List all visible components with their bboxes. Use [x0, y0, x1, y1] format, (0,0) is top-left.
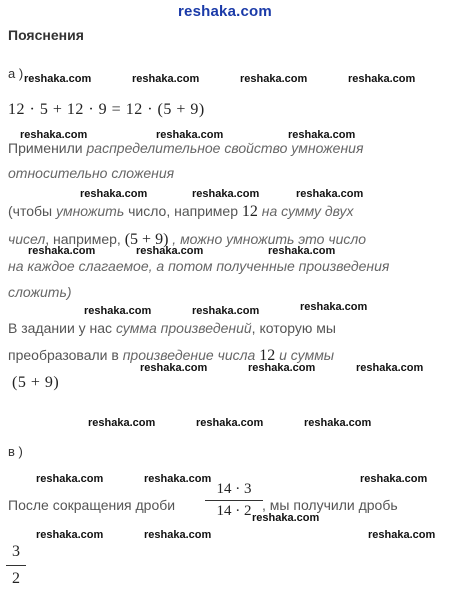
watermark: reshaka.com	[252, 512, 320, 524]
watermark: reshaka.com	[356, 362, 424, 374]
explanation-line-7	[8, 320, 336, 336]
text-segment-italic: чисел	[8, 231, 46, 247]
explanation-line-5: на каждое слагаемое, а потом полученные произведения	[8, 258, 390, 274]
explanation-line-3	[8, 203, 354, 221]
text-segment-italic: и суммы	[275, 347, 335, 363]
watermark: reshaka.com	[136, 245, 204, 257]
watermark: reshaka.com	[196, 417, 264, 429]
sum-expression: (5 + 9)	[12, 374, 60, 391]
part-a-label: а )	[8, 66, 24, 81]
watermark: reshaka.com	[240, 73, 308, 85]
part-b-label: в )	[8, 444, 23, 459]
watermark: reshaka.com	[36, 473, 104, 485]
fraction-bar	[6, 565, 26, 566]
fraction-denominator: 14 · 2	[216, 503, 252, 519]
text-segment: В задании у нас	[8, 320, 116, 336]
text-segment: число, например	[124, 203, 242, 219]
text-segment: , которую мы	[251, 320, 336, 336]
watermark: reshaka.com	[360, 473, 428, 485]
fraction-3-over-2	[6, 543, 26, 588]
text-segment-italic: умножить	[55, 203, 125, 219]
fraction-numerator: 3	[12, 543, 20, 560]
watermark: reshaka.com	[296, 188, 364, 200]
watermark: reshaka.com	[300, 301, 368, 313]
text-segment-italic: распределительное свойство умножения	[86, 140, 364, 156]
watermark: reshaka.com	[192, 305, 260, 317]
text-segment-italic: произведение числа	[122, 347, 260, 363]
math-number: 12	[259, 347, 276, 364]
part-b-text-end: , мы получили дробь	[262, 497, 398, 513]
page-heading: Пояснения	[8, 27, 84, 43]
watermark: reshaka.com	[192, 188, 260, 200]
text-segment-italic: на сумму двух	[257, 203, 354, 219]
watermark: reshaka.com	[144, 529, 212, 541]
watermark: reshaka.com	[348, 73, 416, 85]
fraction-bar	[205, 500, 263, 501]
watermark: reshaka.com	[80, 188, 148, 200]
text-segment: , например,	[45, 231, 125, 247]
watermark: reshaka.com	[288, 129, 356, 141]
watermark: reshaka.com	[36, 529, 104, 541]
watermark: reshaka.com	[156, 129, 224, 141]
watermark: reshaka.com	[132, 73, 200, 85]
fraction-numerator: 14 · 3	[216, 481, 252, 497]
watermark: reshaka.com	[144, 473, 212, 485]
text-segment-italic: сумма произведений	[115, 320, 252, 336]
text-segment: преобразовали в	[8, 347, 123, 363]
math-expression: (5 + 9)	[124, 231, 169, 248]
watermark: reshaka.com	[248, 362, 316, 374]
watermark: reshaka.com	[88, 417, 156, 429]
watermark: reshaka.com	[28, 245, 96, 257]
math-number: 12	[241, 203, 258, 220]
watermark: reshaka.com	[368, 529, 436, 541]
watermark: reshaka.com	[268, 245, 336, 257]
watermark: reshaka.com	[140, 362, 208, 374]
watermark: reshaka.com	[304, 417, 372, 429]
watermark: reshaka.com	[84, 305, 152, 317]
text-segment: (чтобы	[8, 203, 56, 219]
text-segment-italic: , можно умножить это число	[168, 231, 367, 247]
text-segment: Применили	[8, 140, 87, 156]
watermark: reshaka.com	[20, 129, 88, 141]
equation-a: 12 · 5 + 12 · 9 = 12 · (5 + 9)	[8, 101, 205, 118]
watermark: reshaka.com	[24, 73, 92, 85]
explanation-line-6: сложить)	[8, 284, 72, 300]
fraction-denominator: 2	[12, 570, 20, 587]
site-title[interactable]: reshaka.com	[178, 3, 272, 20]
part-b-text-start: После сокращения дроби	[8, 497, 176, 513]
explanation-line-1	[8, 140, 363, 156]
explanation-line-2: относительно сложения	[8, 165, 175, 181]
